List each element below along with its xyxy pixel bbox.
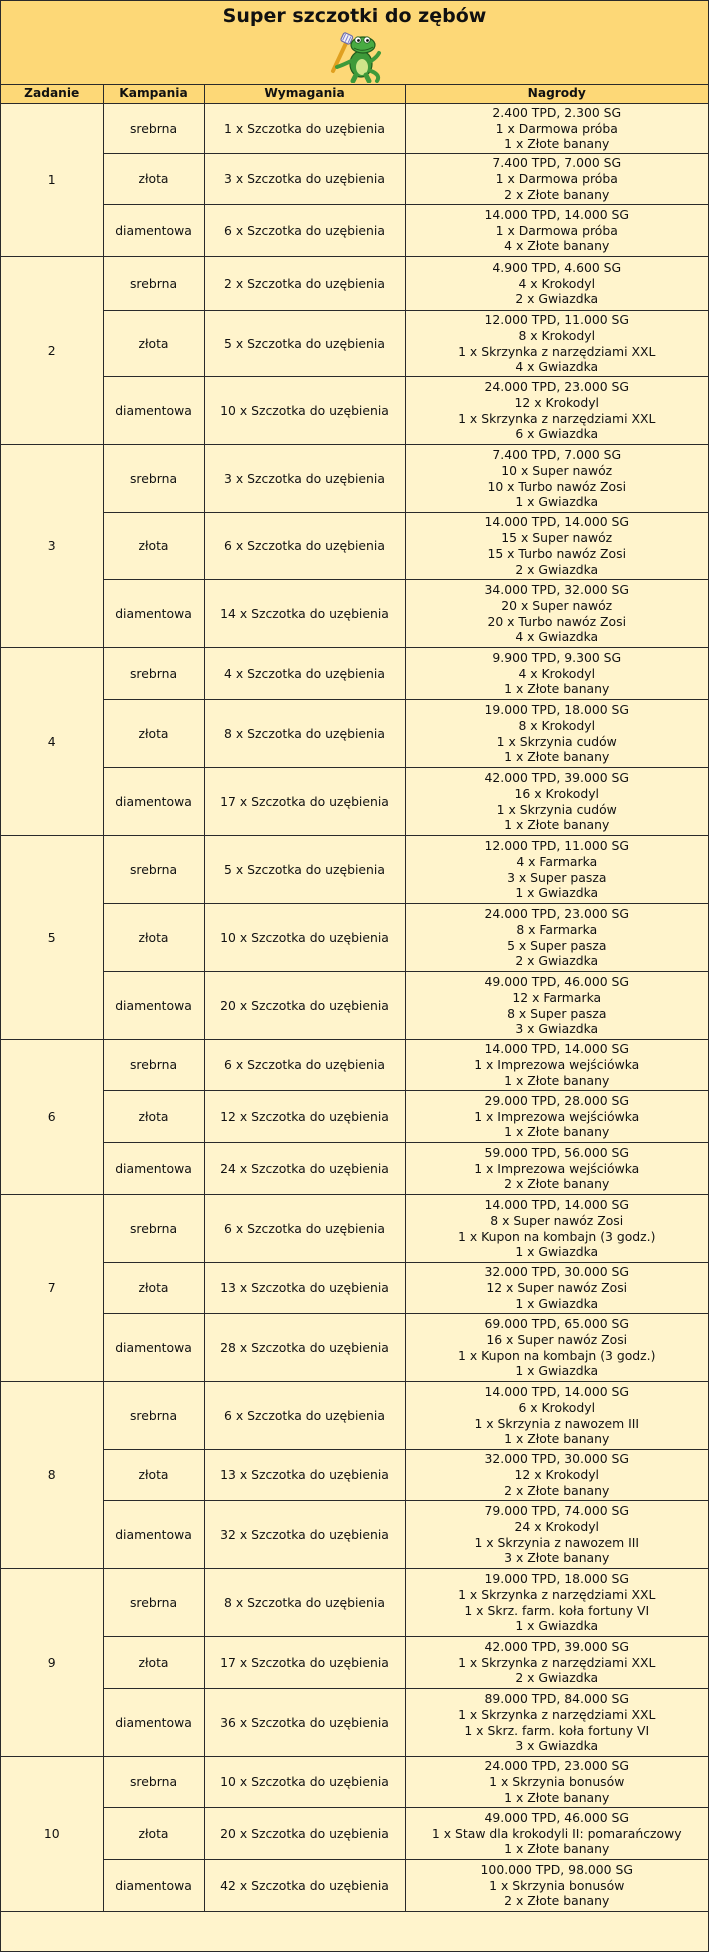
reward-line: 69.000 TPD, 65.000 SG — [484, 1315, 629, 1331]
requirement-cell: 24 x Szczotka do uzębienia — [204, 1143, 405, 1195]
reward-line: 2 x Gwiazdka — [515, 1670, 599, 1686]
reward-line: 32.000 TPD, 30.000 SG — [484, 1451, 629, 1467]
crocodile-with-toothbrush-icon — [325, 31, 385, 83]
requirement-cell: 12 x Szczotka do uzębienia — [204, 1091, 405, 1143]
requirement-cell: 17 x Szczotka do uzębienia — [204, 768, 405, 836]
reward-line: 1 x Skrzynka z narzędziami XXL — [458, 1654, 656, 1670]
requirement-cell: 13 x Szczotka do uzębienia — [204, 1450, 405, 1501]
reward-line: 24.000 TPD, 23.000 SG — [484, 378, 629, 394]
task-number-cell: 2 — [1, 257, 103, 445]
reward-line: 4 x Krokodyl — [518, 275, 596, 291]
campaign-cell: diamentowa — [103, 205, 204, 257]
requirement-cell: 8 x Szczotka do uzębienia — [204, 1569, 405, 1637]
page-title: Super szczotki do zębów — [222, 5, 487, 27]
rewards-cell — [405, 104, 708, 154]
campaign-cell: srebrna — [103, 1382, 204, 1450]
rewards-cell — [405, 1860, 708, 1912]
reward-line: 2 x Złote banany — [504, 1176, 610, 1192]
table-row — [1, 205, 708, 257]
header-rewards: Nagrody — [405, 85, 708, 104]
rewards-cell — [405, 1569, 708, 1637]
reward-line: 20 x Super nawóz — [501, 597, 613, 613]
requirement-cell: 28 x Szczotka do uzębienia — [204, 1314, 405, 1382]
reward-line: 2 x Gwiazdka — [515, 561, 599, 577]
campaign-cell: złota — [103, 700, 204, 768]
campaign-cell: diamentowa — [103, 972, 204, 1040]
requirement-cell: 6 x Szczotka do uzębienia — [204, 1382, 405, 1450]
table-row — [1, 1757, 708, 1808]
rewards-cell — [405, 1689, 708, 1757]
rewards-cell — [405, 836, 708, 904]
reward-line: 14.000 TPD, 14.000 SG — [484, 1196, 629, 1212]
reward-line: 1 x Darmowa próba — [495, 120, 618, 136]
reward-line: 49.000 TPD, 46.000 SG — [484, 1809, 629, 1825]
rewards-cell — [405, 1091, 708, 1143]
campaign-cell: srebrna — [103, 104, 204, 154]
reward-line: 4.900 TPD, 4.600 SG — [492, 259, 622, 275]
reward-line: 20 x Turbo nawóz Zosi — [487, 613, 627, 629]
campaign-cell: srebrna — [103, 1195, 204, 1263]
requirement-cell: 42 x Szczotka do uzębienia — [204, 1860, 405, 1912]
table-row — [1, 1569, 708, 1637]
reward-line: 1 x Złote banany — [504, 749, 610, 765]
reward-line: 15 x Super nawóz — [501, 530, 613, 546]
requirement-cell: 6 x Szczotka do uzębienia — [204, 205, 405, 257]
campaign-cell: diamentowa — [103, 1314, 204, 1382]
table-row — [1, 1314, 708, 1382]
title-banner — [1, 1, 708, 85]
requirement-cell: 36 x Szczotka do uzębienia — [204, 1689, 405, 1757]
reward-line: 16 x Super nawóz Zosi — [486, 1331, 628, 1347]
reward-line: 1 x Skrz. farm. koła fortuny VI — [464, 1602, 650, 1618]
reward-line: 2 x Złote banany — [504, 1893, 610, 1909]
table-row — [1, 1143, 708, 1195]
reward-line: 3 x Super pasza — [507, 869, 607, 885]
requirement-cell: 3 x Szczotka do uzębienia — [204, 154, 405, 205]
campaign-cell: złota — [103, 1091, 204, 1143]
reward-line: 1 x Skrzynia z nawozem III — [474, 1534, 640, 1550]
reward-line: 1 x Skrz. farm. koła fortuny VI — [464, 1722, 650, 1738]
campaign-cell: złota — [103, 311, 204, 377]
reward-line: 1 x Złote banany — [504, 1431, 610, 1447]
requirement-cell: 10 x Szczotka do uzębienia — [204, 904, 405, 972]
requirement-cell: 10 x Szczotka do uzębienia — [204, 1757, 405, 1808]
requirement-cell: 5 x Szczotka do uzębienia — [204, 836, 405, 904]
requirement-cell: 6 x Szczotka do uzębienia — [204, 1195, 405, 1263]
table-row — [1, 1382, 708, 1450]
table-row — [1, 257, 708, 311]
rewards-cell — [405, 154, 708, 205]
reward-line: 12 x Krokodyl — [514, 1467, 599, 1483]
table-row — [1, 904, 708, 972]
table-row — [1, 1689, 708, 1757]
reward-line: 3 x Złote banany — [504, 1550, 610, 1566]
reward-line: 12.000 TPD, 11.000 SG — [484, 837, 629, 853]
table-row — [1, 836, 708, 904]
reward-line: 6 x Gwiazdka — [515, 426, 599, 442]
requirement-cell: 10 x Szczotka do uzębienia — [204, 377, 405, 445]
rewards-cell — [405, 972, 708, 1040]
reward-line: 15 x Turbo nawóz Zosi — [487, 546, 627, 561]
reward-line: 32.000 TPD, 30.000 SG — [484, 1264, 629, 1280]
reward-line: 10 x Turbo nawóz Zosi — [487, 478, 627, 494]
quest-table — [1, 85, 708, 1912]
reward-line: 8 x Super nawóz Zosi — [490, 1212, 624, 1228]
reward-line: 7.400 TPD, 7.000 SG — [492, 155, 622, 171]
table-row — [1, 513, 708, 580]
reward-line: 1 x Skrzynia bonusów — [489, 1774, 625, 1790]
reward-line: 1 x Gwiazdka — [515, 1295, 599, 1311]
campaign-cell: srebrna — [103, 445, 204, 513]
reward-line: 4 x Krokodyl — [518, 665, 596, 681]
reward-line: 3 x Gwiazdka — [515, 1021, 599, 1037]
rewards-cell — [405, 1195, 708, 1263]
table-row — [1, 1040, 708, 1091]
reward-line: 100.000 TPD, 98.000 SG — [480, 1861, 633, 1877]
rewards-cell — [405, 580, 708, 648]
rewards-cell — [405, 768, 708, 836]
rewards-cell — [405, 904, 708, 972]
reward-line: 1 x Złote banany — [504, 1789, 610, 1805]
reward-line: 1 x Złote banany — [504, 136, 610, 152]
header-row — [1, 85, 708, 104]
table-row — [1, 700, 708, 768]
reward-line: 89.000 TPD, 84.000 SG — [484, 1690, 629, 1706]
reward-line: 2 x Gwiazdka — [515, 291, 599, 307]
task-number-cell: 1 — [1, 104, 103, 257]
reward-line: 8 x Krokodyl — [518, 717, 596, 733]
reward-line: 1 x Imprezowa wejściówka — [474, 1108, 640, 1124]
reward-line: 16 x Krokodyl — [514, 785, 599, 801]
reward-line: 7.400 TPD, 7.000 SG — [492, 446, 622, 462]
table-body — [1, 104, 708, 1912]
campaign-cell: diamentowa — [103, 580, 204, 648]
reward-line: 14.000 TPD, 14.000 SG — [484, 1383, 629, 1399]
reward-line: 14.000 TPD, 14.000 SG — [484, 206, 629, 222]
task-number-cell: 7 — [1, 1195, 103, 1382]
table-row — [1, 972, 708, 1040]
rewards-cell — [405, 1757, 708, 1808]
reward-line: 1 x Kupon na kombajn (3 godz.) — [458, 1347, 656, 1363]
task-number-cell: 4 — [1, 648, 103, 836]
table-row — [1, 1860, 708, 1912]
campaign-cell: diamentowa — [103, 377, 204, 445]
header-task: Zadanie — [1, 85, 103, 104]
table-row — [1, 1808, 708, 1860]
reward-line: 1 x Darmowa próba — [495, 171, 618, 187]
reward-line: 34.000 TPD, 32.000 SG — [484, 581, 629, 597]
rewards-cell — [405, 1040, 708, 1091]
requirement-cell: 3 x Szczotka do uzębienia — [204, 445, 405, 513]
reward-line: 1 x Złote banany — [504, 681, 610, 697]
table-row — [1, 1263, 708, 1314]
reward-line: 10 x Super nawóz — [501, 462, 613, 478]
campaign-cell: srebrna — [103, 836, 204, 904]
reward-line: 2 x Złote banany — [504, 1482, 610, 1498]
requirement-cell: 5 x Szczotka do uzębienia — [204, 311, 405, 377]
reward-line: 1 x Skrzynka z narzędziami XXL — [458, 1706, 656, 1722]
reward-line: 9.900 TPD, 9.300 SG — [492, 649, 622, 665]
table-row — [1, 154, 708, 205]
reward-line: 24.000 TPD, 23.000 SG — [484, 905, 629, 921]
reward-line: 1 x Złote banany — [504, 1124, 610, 1140]
campaign-cell: diamentowa — [103, 1143, 204, 1195]
table-row — [1, 445, 708, 513]
requirement-cell: 4 x Szczotka do uzębienia — [204, 648, 405, 700]
campaign-cell: srebrna — [103, 1040, 204, 1091]
table-row — [1, 311, 708, 377]
reward-line: 12.000 TPD, 11.000 SG — [484, 311, 629, 327]
rewards-cell — [405, 1450, 708, 1501]
reward-line: 3 x Gwiazdka — [515, 1738, 599, 1754]
reward-line: 24.000 TPD, 23.000 SG — [484, 1758, 629, 1774]
task-number-cell: 9 — [1, 1569, 103, 1757]
reward-line: 1 x Darmowa próba — [495, 222, 618, 238]
reward-line: 1 x Kupon na kombajn (3 godz.) — [458, 1228, 656, 1244]
campaign-cell: złota — [103, 1450, 204, 1501]
table-row — [1, 1091, 708, 1143]
campaign-cell: diamentowa — [103, 1689, 204, 1757]
rewards-cell — [405, 257, 708, 311]
table-row — [1, 1637, 708, 1689]
requirement-cell: 13 x Szczotka do uzębienia — [204, 1263, 405, 1314]
reward-line: 4 x Złote banany — [504, 238, 610, 254]
rewards-cell — [405, 700, 708, 768]
reward-line: 1 x Gwiazdka — [515, 885, 599, 901]
rewards-cell — [405, 377, 708, 445]
reward-line: 6 x Krokodyl — [518, 1399, 596, 1415]
reward-line: 2 x Złote banany — [504, 186, 610, 202]
requirement-cell: 8 x Szczotka do uzębienia — [204, 700, 405, 768]
reward-line: 19.000 TPD, 18.000 SG — [484, 1570, 629, 1586]
reward-line: 1 x Skrzynia bonusów — [489, 1877, 625, 1893]
campaign-cell: srebrna — [103, 257, 204, 311]
task-number-cell: 5 — [1, 836, 103, 1040]
reward-line: 14.000 TPD, 14.000 SG — [484, 1041, 629, 1057]
reward-line: 1 x Skrzynka z narzędziami XXL — [458, 1586, 656, 1602]
reward-line: 59.000 TPD, 56.000 SG — [484, 1144, 629, 1160]
reward-line: 1 x Skrzynka z narzędziami XXL — [458, 410, 656, 426]
rewards-cell — [405, 311, 708, 377]
reward-line: 42.000 TPD, 39.000 SG — [484, 769, 629, 785]
reward-line: 1 x Staw dla krokodyli II: pomarańczowy — [431, 1825, 682, 1841]
reward-line: 14.000 TPD, 14.000 SG — [484, 514, 629, 530]
rewards-cell — [405, 1263, 708, 1314]
campaign-cell: srebrna — [103, 1757, 204, 1808]
campaign-cell: srebrna — [103, 648, 204, 700]
reward-line: 1 x Złote banany — [504, 1841, 610, 1857]
reward-line: 1 x Skrzynka z narzędziami XXL — [458, 343, 656, 359]
reward-line: 2 x Gwiazdka — [515, 953, 599, 969]
reward-line: 79.000 TPD, 74.000 SG — [484, 1502, 629, 1518]
requirement-cell: 20 x Szczotka do uzębienia — [204, 972, 405, 1040]
rewards-cell — [405, 1382, 708, 1450]
rewards-cell — [405, 1808, 708, 1860]
rewards-cell — [405, 1314, 708, 1382]
rewards-cell — [405, 1637, 708, 1689]
task-number-cell: 3 — [1, 445, 103, 648]
reward-line: 5 x Super pasza — [507, 937, 607, 953]
task-number-cell: 10 — [1, 1757, 103, 1912]
reward-line: 1 x Gwiazdka — [515, 494, 599, 510]
header-campaign: Kampania — [103, 85, 204, 104]
campaign-cell: srebrna — [103, 1569, 204, 1637]
rewards-cell — [405, 205, 708, 257]
campaign-cell: złota — [103, 513, 204, 580]
campaign-cell: złota — [103, 904, 204, 972]
reward-line: 4 x Farmarka — [516, 853, 598, 869]
rewards-cell — [405, 1143, 708, 1195]
rewards-cell — [405, 513, 708, 580]
campaign-cell: złota — [103, 1808, 204, 1860]
reward-line: 4 x Gwiazdka — [515, 359, 599, 375]
header-requirements: Wymagania — [204, 85, 405, 104]
requirement-cell: 2 x Szczotka do uzębienia — [204, 257, 405, 311]
reward-line: 1 x Skrzynia cudów — [496, 801, 617, 817]
reward-line: 1 x Złote banany — [504, 1072, 610, 1088]
table-row — [1, 377, 708, 445]
campaign-cell: złota — [103, 1263, 204, 1314]
table-row — [1, 768, 708, 836]
reward-line: 1 x Złote banany — [504, 817, 610, 833]
reward-line: 4 x Gwiazdka — [515, 629, 599, 645]
task-number-cell: 6 — [1, 1040, 103, 1195]
reward-line: 24 x Krokodyl — [514, 1518, 599, 1534]
reward-line: 1 x Gwiazdka — [515, 1618, 599, 1634]
reward-line: 8 x Krokodyl — [518, 327, 596, 343]
reward-line: 1 x Skrzynia z nawozem III — [474, 1415, 640, 1431]
reward-line: 12 x Farmarka — [512, 989, 602, 1005]
rewards-cell — [405, 1501, 708, 1569]
reward-line: 1 x Imprezowa wejściówka — [474, 1057, 640, 1073]
campaign-cell: diamentowa — [103, 768, 204, 836]
requirement-cell: 1 x Szczotka do uzębienia — [204, 104, 405, 154]
requirement-cell: 14 x Szczotka do uzębienia — [204, 580, 405, 648]
table-row — [1, 104, 708, 154]
rewards-cell — [405, 648, 708, 700]
table-row — [1, 1501, 708, 1569]
campaign-cell: złota — [103, 1637, 204, 1689]
reward-line: 42.000 TPD, 39.000 SG — [484, 1638, 629, 1654]
reward-line: 1 x Skrzynia cudów — [496, 733, 617, 749]
task-number-cell: 8 — [1, 1382, 103, 1569]
reward-line: 1 x Imprezowa wejściówka — [474, 1160, 640, 1176]
table-row — [1, 648, 708, 700]
reward-line: 1 x Gwiazdka — [515, 1244, 599, 1260]
reward-line: 12 x Super nawóz Zosi — [486, 1280, 628, 1296]
reward-line: 2.400 TPD, 2.300 SG — [492, 104, 622, 120]
table-row — [1, 1195, 708, 1263]
table-row — [1, 1450, 708, 1501]
reward-line: 8 x Super pasza — [507, 1005, 607, 1021]
requirement-cell: 6 x Szczotka do uzębienia — [204, 1040, 405, 1091]
campaign-cell: diamentowa — [103, 1501, 204, 1569]
requirement-cell: 17 x Szczotka do uzębienia — [204, 1637, 405, 1689]
reward-line: 19.000 TPD, 18.000 SG — [484, 701, 629, 717]
reward-line: 8 x Farmarka — [516, 921, 598, 937]
reward-line: 12 x Krokodyl — [514, 394, 599, 410]
table-row — [1, 580, 708, 648]
rewards-cell — [405, 445, 708, 513]
requirement-cell: 20 x Szczotka do uzębienia — [204, 1808, 405, 1860]
reward-line: 49.000 TPD, 46.000 SG — [484, 973, 629, 989]
reward-line: 29.000 TPD, 28.000 SG — [484, 1092, 629, 1108]
campaign-cell: diamentowa — [103, 1860, 204, 1912]
campaign-cell: złota — [103, 154, 204, 205]
reward-line: 1 x Gwiazdka — [515, 1363, 599, 1379]
requirement-cell: 32 x Szczotka do uzębienia — [204, 1501, 405, 1569]
requirement-cell: 6 x Szczotka do uzębienia — [204, 513, 405, 580]
